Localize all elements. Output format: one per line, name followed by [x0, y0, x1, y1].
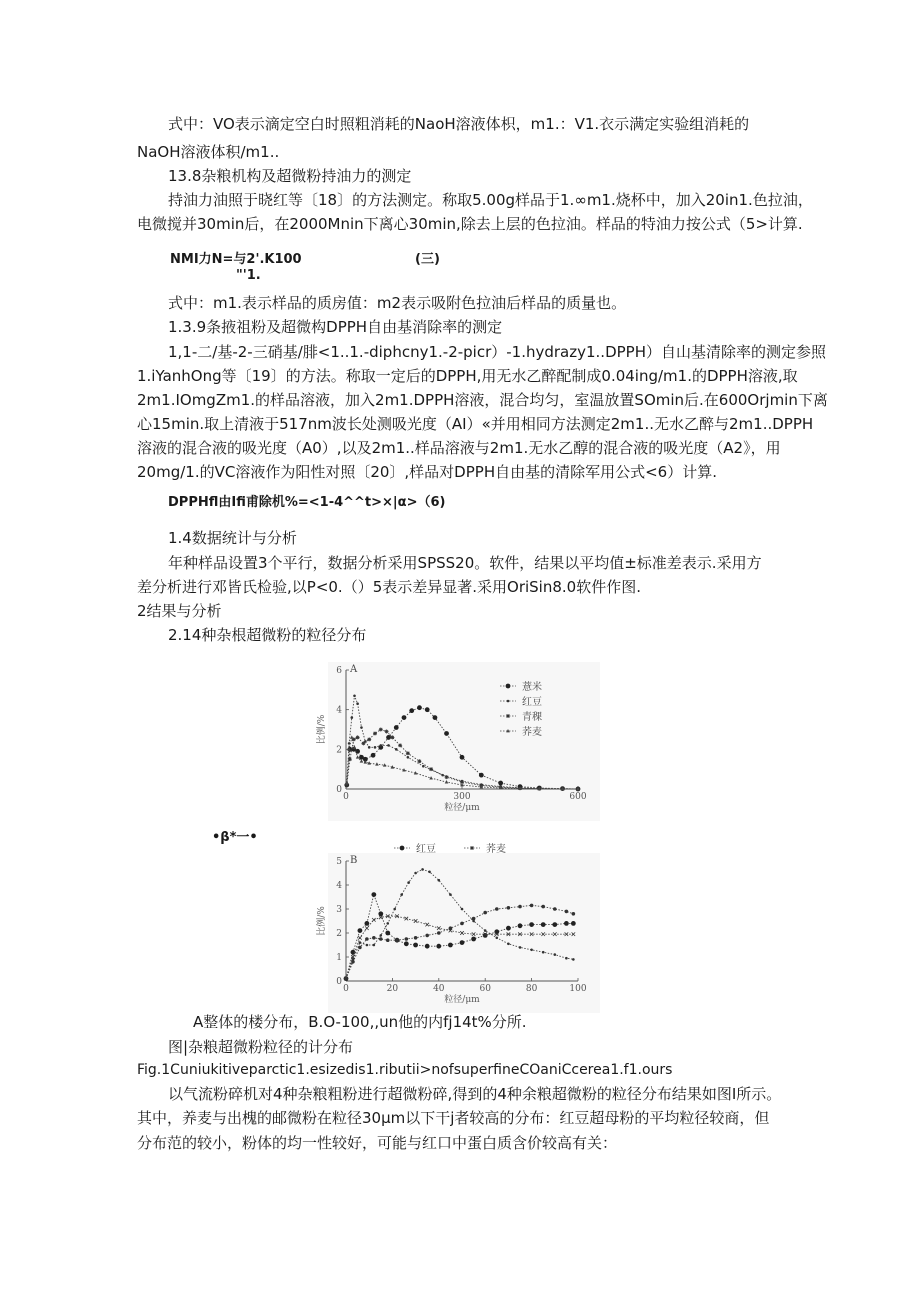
- legend-marker: [507, 700, 510, 703]
- y-tick-label: 4: [336, 705, 342, 716]
- legend-marker: [506, 714, 510, 718]
- data-point: [445, 775, 449, 779]
- data-point: [530, 904, 534, 908]
- data-point: [472, 917, 476, 921]
- data-point: [402, 715, 407, 720]
- data-point: [507, 906, 511, 910]
- data-point: [564, 921, 569, 926]
- data-point: [448, 943, 453, 948]
- legend-marker: [506, 684, 511, 689]
- data-point: [553, 907, 557, 911]
- text-line: 1.iYanhOng等〔19〕的方法。称取一定后的DPPH,用无水乙醉配制成0.04ing/m1.的DPPH溶液,取: [137, 367, 798, 385]
- data-point: [417, 759, 421, 763]
- y-tick-label: 0: [336, 977, 342, 987]
- data-point: [479, 773, 484, 778]
- x-tick-label: 80: [525, 984, 538, 994]
- data-point: [519, 946, 522, 949]
- y-axis-title: 比例/%: [317, 714, 327, 745]
- data-point: [425, 934, 429, 938]
- data-point: [386, 938, 390, 942]
- equation-6: DPPHfl由Ifi甫除机%=<1-4^^t>×|α>（6): [168, 495, 446, 510]
- data-point: [390, 735, 394, 739]
- data-point: [498, 781, 503, 786]
- data-point: [394, 725, 399, 730]
- data-point: [483, 911, 487, 915]
- legend-label: 荞麦: [486, 844, 506, 855]
- data-point: [371, 753, 376, 758]
- legend-label: 薏米: [522, 682, 542, 693]
- data-point: [425, 707, 430, 712]
- data-point: [552, 922, 557, 927]
- text-line: 其中，养麦与出槐的邮微粉在粒径30μm以下干j者较高的分布：红豆超母粉的平均粒径较商，但: [137, 1109, 770, 1127]
- x-tick-label: 100: [569, 984, 587, 994]
- data-point: [438, 879, 441, 882]
- data-point: [395, 938, 399, 942]
- data-point: [368, 746, 371, 749]
- data-point: [572, 912, 576, 916]
- data-point: [398, 743, 402, 747]
- legend-label: 荞麦: [522, 727, 542, 738]
- section-heading: 2结果与分析: [137, 602, 222, 620]
- data-point: [494, 929, 499, 934]
- data-point: [484, 929, 487, 932]
- data-point: [386, 735, 391, 740]
- data-point: [374, 746, 377, 749]
- data-point: [518, 905, 522, 909]
- chart-panel-B: [315, 842, 600, 1013]
- data-point: [405, 937, 409, 941]
- y-axis-title: 比例/%: [317, 906, 327, 936]
- section-heading: 2.14种杂根超微粉的粒径分布: [168, 626, 367, 644]
- y-tick-label: 2: [336, 929, 342, 939]
- legend-label: 红豆: [522, 697, 542, 708]
- data-point: [413, 943, 418, 948]
- data-point: [367, 737, 371, 741]
- data-point: [353, 694, 356, 697]
- equation-5: NMI力N=与2'.K100: [170, 252, 302, 267]
- data-point: [436, 944, 441, 949]
- text-line: 分布范的较小，粉体的均一性较好，可能与红口中蛋白质含价较高有关：: [137, 1134, 618, 1152]
- equation-denominator: "'1.: [236, 268, 261, 283]
- data-point: [395, 748, 398, 751]
- y-tick-label: 5: [336, 857, 342, 867]
- section-heading: 1.4数据统计与分析: [168, 529, 297, 547]
- text-line: NaOH溶液体积/m1..: [137, 143, 280, 161]
- data-point: [393, 908, 396, 911]
- panel-label: B: [350, 855, 358, 866]
- data-point: [449, 893, 452, 896]
- figure-title: 图|杂粮超微粉粒径的计分布: [168, 1038, 354, 1056]
- text-line: 电微搅并30min后，在2000Mnin下离心30min,除去上层的色拉油。样品的特油力按公式（5>计算.: [137, 215, 803, 233]
- x-axis-title: 粒径/μm: [444, 995, 480, 1005]
- y-tick-label: 4: [336, 881, 342, 891]
- data-point: [414, 872, 417, 875]
- data-point: [385, 931, 390, 936]
- legend-label: 青稞: [522, 712, 542, 723]
- legend-label: 红豆: [416, 844, 436, 855]
- data-point: [414, 936, 418, 940]
- text-line: 式中：VO表示滴定空白时照粗消耗的NaoH溶液体枳，m1.：V1.衣示满定实验组消耗的: [168, 115, 750, 133]
- text-line: 溶液的混合液的吸光度（A0）,以及2m1..样品溶液与2m1.无水乙醇的混合液的吸光度（A2》，用: [137, 439, 781, 457]
- chart-background: [328, 853, 600, 1013]
- data-point: [364, 921, 369, 926]
- panel-label: A: [350, 664, 358, 675]
- data-point: [361, 741, 365, 745]
- data-point: [433, 715, 438, 720]
- data-point: [554, 953, 557, 956]
- text-line: 差分析进行邓皆氏检验,以P<0.（）5表示差异显著.采用OriSin8.0软件作图.: [137, 578, 641, 596]
- text-line: 20mg/1.的VC溶液作为阳性对照〔20〕,样品对DPPH自由基的清除军用公式<6）计算.: [137, 463, 717, 481]
- x-tick-label: 40: [433, 984, 445, 994]
- data-point: [471, 937, 476, 942]
- data-point: [565, 910, 569, 914]
- x-axis-title: 粒径/μm: [444, 803, 480, 813]
- data-point: [444, 731, 449, 736]
- data-point: [371, 892, 376, 897]
- section-heading: 13.8杂粮机构及超微粉持油力的测定: [168, 167, 412, 185]
- x-tick-label: 0: [343, 792, 349, 802]
- data-point: [404, 941, 409, 946]
- data-point: [372, 936, 376, 940]
- data-point: [417, 705, 422, 710]
- data-point: [356, 735, 360, 739]
- data-point: [385, 729, 389, 733]
- y-tick-label: 0: [336, 785, 342, 795]
- figure-title-en: Fig.1Cuniukitiveparctic1.esizedis1.ributii>nofsuperfineCOaniCcerea1.f1.ours: [137, 1062, 673, 1078]
- data-point: [351, 716, 354, 719]
- data-point: [409, 708, 414, 713]
- data-point: [400, 893, 403, 896]
- data-point: [428, 871, 431, 874]
- data-point: [359, 941, 362, 944]
- data-point: [506, 926, 511, 931]
- y-tick-label: 3: [336, 905, 342, 915]
- data-point: [572, 958, 575, 961]
- text-line: 持油力油照于晓红等〔18〕的方法测定。称取5.00g样品于1.∞m1.烧杯中，加入20in1.色拉油，: [168, 191, 813, 209]
- chart-panel-A: [315, 662, 600, 821]
- data-point: [518, 923, 523, 928]
- data-point: [460, 940, 465, 945]
- section-heading: 1.3.9条掖祖粉及超微构DPPH自由基消除率的测定: [168, 318, 503, 336]
- legend-marker: [400, 846, 405, 851]
- data-point: [358, 946, 362, 950]
- text-line: 年种样品设置3个平行，数据分析采用SPSS20。软件，结果以平均值±标准差表示.采用方: [168, 554, 762, 572]
- data-point: [565, 957, 568, 960]
- data-point: [380, 744, 383, 747]
- figure-label: •β*一•: [212, 830, 258, 845]
- data-point: [571, 921, 576, 926]
- data-point: [373, 944, 376, 947]
- data-point: [380, 934, 383, 937]
- text-line: 心15min.取上清液于517nm波长处测吸光度（AI）«并用相同方法测定2m1..无水乙醉与2m1..DPPH: [137, 415, 814, 433]
- text-line: 式中：m1.表示样品的质房值：m2表示吸附色拉油后样品的质量也。: [168, 294, 627, 312]
- data-point: [386, 922, 389, 925]
- data-point: [366, 944, 369, 947]
- data-point: [379, 937, 383, 941]
- figure-caption: A整体的楼分布，B.O-100,,un他的内fj14t%分所.: [193, 1013, 527, 1031]
- data-point: [460, 922, 464, 926]
- data-point: [360, 726, 363, 729]
- data-point: [425, 944, 430, 949]
- data-point: [530, 949, 533, 952]
- data-point: [421, 868, 424, 871]
- data-point: [542, 951, 545, 954]
- data-point: [437, 931, 441, 935]
- data-point: [387, 744, 390, 747]
- equation-number: (三): [415, 252, 440, 267]
- data-point: [541, 922, 546, 927]
- data-point: [496, 937, 499, 940]
- data-point: [529, 922, 534, 927]
- x-tick-label: 60: [479, 984, 491, 994]
- text-line: 1,1-二/基-2-三硝基/腓<1..1.-diphcny1.-2-picr）-1.hydrazy1..DPPH）自山基清除率的测定参照: [168, 343, 826, 361]
- x-tick-label: 20: [386, 984, 399, 994]
- data-point: [541, 905, 545, 909]
- data-point: [365, 937, 369, 941]
- y-tick-label: 1: [336, 953, 342, 963]
- x-tick-label: 600: [569, 792, 587, 802]
- text-line: 以气流粉碎机对4种杂粮粗粉进行超微粉碎,得到的4种余粮超微粉的粒径分布结果如图I所示。: [168, 1085, 782, 1103]
- data-point: [356, 702, 359, 705]
- data-point: [461, 908, 464, 911]
- y-tick-label: 2: [336, 745, 342, 756]
- data-point: [460, 755, 465, 760]
- particle-size-figure: [0, 655, 920, 1015]
- data-point: [507, 943, 510, 946]
- text-line: 2m1.IOmgZm1.的样品溶液，加入2m1.DPPH溶液，混合均匀，室温放置SOmin后.在600Orjmin下离: [137, 391, 828, 409]
- data-point: [495, 907, 499, 911]
- data-point: [429, 767, 433, 771]
- x-tick-label: 300: [453, 792, 471, 802]
- data-point: [406, 751, 410, 755]
- y-tick-label: 6: [336, 666, 342, 676]
- x-tick-label: 0: [343, 984, 349, 994]
- data-point: [373, 731, 377, 735]
- data-point: [407, 881, 410, 884]
- legend-marker: [470, 846, 474, 850]
- data-point: [422, 765, 425, 768]
- data-point: [358, 928, 363, 933]
- data-point: [379, 728, 383, 732]
- data-point: [407, 756, 410, 759]
